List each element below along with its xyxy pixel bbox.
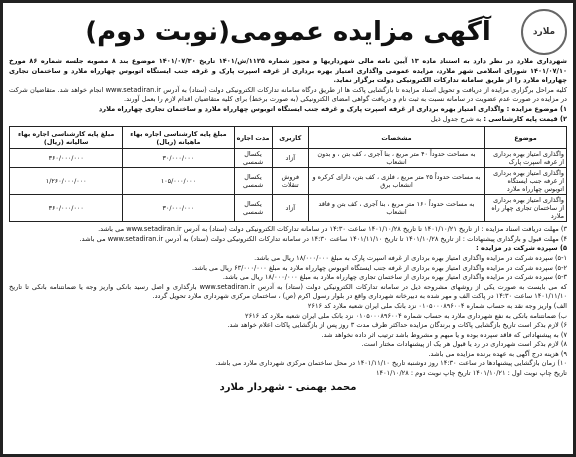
- col-duration: مدت اجاره: [234, 127, 272, 149]
- cell-monthly: ۳۰/۰۰۰/۰۰۰: [123, 195, 234, 222]
- note-line: ۵-۳) سپرده شرکت در مزایده واگذاری امتیاز بهره برداری از ساختمان تجاری چهارراه ملارد به مبلغ ۱۸/۰۰۰/۰۰۰ ریال می باشد.: [222, 273, 567, 282]
- cell-subject: واگذاری امتیاز بهره برداری از غرفه جنب ایستگاه اتوبوس چهارراه ملارد: [485, 168, 567, 195]
- cell-yearly: ۱/۲۶۰/۰۰۰/۰۰۰: [10, 168, 123, 195]
- notes-list: [9, 225, 567, 379]
- price-table: [9, 126, 567, 222]
- cell-duration: یکسال شمسی: [234, 149, 272, 168]
- note-line: ۵-۱) سپرده شرکت در مزایده واگذاری امتیاز بهره برداری از غرفه اسپرت پارک به مبلغ ۱۸/۰۰۰/۰۰۰ ریال می باشد.: [254, 253, 567, 262]
- item-base-price: [9, 115, 567, 125]
- col-subject: موضوع: [485, 127, 567, 149]
- note-line: ۵-۲) سپرده شرکت در مزایده واگذاری امتیاز بهره برداری از غرفه جنب ایستگاه اتوبوس چهارراه ملارد به مبلغ ۶۳/۰۰۰/۰۰۰ ریال می باشد.: [192, 263, 567, 272]
- note-line: ۶) لازم بذکر است تاریخ بازگشایی پاکات و برندگان مزایده حداکثر ظرف مدت ۳ روز پس از بازگشایی پاکات اعلام خواهد شد.: [227, 321, 567, 330]
- note-line: الف) واریز وجه نقد به حساب شماره ۰۱۰۵۰۰۰۸۹۶۰۰۴ نزد بانک ملی ایران شعبه ملارد کد ۲۶۱۶: [307, 301, 567, 310]
- cell-subject: واگذاری امتیاز بهره برداری از غرفه اسپرت پارک: [485, 149, 567, 168]
- cell-specs: به مساحت حدوداً ۴۰ متر مربع ، بنا آجری ، کف بتن ، و بدون انشعاب: [309, 149, 485, 168]
- cell-usage: آزاد: [272, 195, 308, 222]
- note-line: که می بایست به صورت یکی از روشهای مشروحه ذیل در سامانه تدارکات الکترونیکی دولت (ستاد) به آدرس www.setadiran.ir بارگذاری و اصل رسید بانکی واریز وجه یا ضمانتنامه بانکی تا تاریخ ۱۴۰۱/۱۱/۱۰ ساعت ۱۴:۳۰ در پاکت الف و مهر شده به دبیرخانه شهرداری واقع در بلوار رسول اکرم (ص) ، ساختمان مرکزی شهرداری ملارد تحویل گردد.: [9, 282, 568, 301]
- header: [9, 7, 567, 57]
- note-line: ۵) سپرده شرکت در مزایده :: [476, 244, 567, 253]
- cell-duration: یکسال شمسی: [234, 195, 272, 222]
- col-usage: کاربری: [272, 127, 308, 149]
- cell-monthly: ۱۰۵/۰۰۰/۰۰۰: [123, 168, 234, 195]
- cell-usage: فروش تنقلات: [272, 168, 308, 195]
- cell-subject: واگذاری امتیاز بهره برداری از ساختمان تجاری چهار راه ملارد: [485, 195, 567, 222]
- table-row: [10, 149, 567, 168]
- note-line: ۴) مهلت قبول و بارگذاری پیشنهادات : از تاریخ ۱۴۰۱/۱۰/۲۸ تا تاریخ ۱۴۰۱/۱۱/۱۰ ساعت ۱۴:۳۰ در سامانه تدارکات الکترونیکی دولت (ستاد) به آدرس www.setadiran.ir می باشد.: [79, 234, 567, 243]
- municipality-logo: [521, 9, 567, 55]
- table-row: [10, 195, 567, 222]
- col-specs: مشخصات: [309, 127, 485, 149]
- item-base-price-text: به شرح جدول ذیل: [430, 114, 482, 123]
- cell-usage: آزاد: [272, 149, 308, 168]
- note-line: ۳) مهلت دریافت اسناد مزایده : از تاریخ ۱۴۰۱/۱۰/۲۱ تا تاریخ ۱۴۰۱/۱۰/۲۸ ساعت ۱۴:۳۰ در سامانه تدارکات الکترونیکی دولت (ستاد) به آدرس www.setadiran.ir می باشد.: [98, 225, 567, 234]
- cell-duration: یکسال شمسی: [234, 168, 272, 195]
- note-line: ۷) به پیشنهاداتی که فاقد سپرده بوده و یا مبهم و مشروط باشد ترتیب اثر داده نخواهد شد.: [321, 330, 567, 339]
- note-line: ب) ضمانتنامه بانکی به نفع شهرداری ملارد به حساب شماره ۰۱۰۵۰۰۰۸۹۶۰۰۴ نزد بانک ملی ایران شعبه ملارد کد ۲۶۱۶: [245, 311, 567, 320]
- col-monthly: مبلغ پایه کارشناسی اجاره بهاء ماهیانه (ریال): [123, 127, 234, 149]
- cell-yearly: ۳۶۰/۰۰۰/۰۰۰: [10, 195, 123, 222]
- logo-text: ملارد: [532, 27, 556, 37]
- item-subject: ۱) موضوع مزایده : واگذاری امتیاز بهره برداری از غرفه اسپرت پارک و غرفه جنب ایستگاه اتوبوس چهارراه ملارد و ساختمان تجاری چهارراه ملارد: [98, 104, 567, 113]
- cell-monthly: ۳۰/۰۰۰/۰۰۰: [123, 149, 234, 168]
- note-line: ۱۰) زمان بازگشایی پیشنهادها در ساعت ۱۴:۳۰ روز دوشنبه تاریخ ۱۴۰۱/۱۱/۱۰ در محل ساختمان مرکزی شهرداری ملارد می باشد.: [215, 359, 567, 368]
- item-base-price-label: ۲) قیمت پایه کارشناسی :: [483, 114, 567, 123]
- note-line: ۸) لازم بذکر است شهرداری در رد یا قبول هر یک از پیشنهادات مختار است.: [361, 340, 567, 349]
- page-title: آگهی مزایده عمومی(نوبت دوم): [85, 17, 491, 47]
- cell-specs: به مساحت حدوداً ۲۵ متر مربع ، فلزی ، کف بتن، دارای کرکره و انشعاب برق: [309, 168, 485, 195]
- note-line: ۹) هزینه درج آگهی به عهده برنده مزایده می باشد.: [428, 349, 567, 358]
- signature-footer: محمد بهمنی - شهردار ملارد: [219, 381, 357, 393]
- procedure-paragraph: کلیه مراحل برگزاری مزایده از دریافت و تحویل اسناد مزایده تا بازگشایی پاکت ها از طریق درگاه سامانه تدارکات الکترونیکی دولت (ستاد) به آدرس www.setadiran.ir انجام خواهد شد. متقاضیان شرکت در مزایده در صورت عدم عضویت در سامانه نسبت به ثبت نام و دریافت گواهی امضای الکترونیکی (به صورت برخط) برای کلیه متقاضیان اقدام لازم را بعمل آورند.: [9, 85, 568, 104]
- note-line: تاریخ چاپ نوبت اول : ۱۴۰۱/۱۰/۲۱ تاریخ چاپ نوبت دوم : ۱۴۰۱/۱۰/۲۸: [375, 369, 567, 378]
- cell-specs: به مساحت حدوداً ۱۶۰ متر مربع ، بنا آجری ، کف بتن و فاقد انشعاب: [309, 195, 485, 222]
- table-row: [10, 168, 567, 195]
- table-header-row: [10, 127, 567, 149]
- cell-yearly: ۳۶۰/۰۰۰/۰۰۰: [10, 149, 123, 168]
- intro-paragraph: شهرداری ملارد در نظر دارد به استناد ماده ۱۳ آیین نامه مالی شهرداریها و مجوز شماره ۱۱۲۵/ش/۱۴۰۱ تاریخ ۱۴۰۱/۰۷/۳۰ موضوع بند ۸ مصوبه جلسه شماره ۸۶ مورخ ۱۴۰۱/۰۷/۱۰ شورای اسلامی شهر ملارد، مزایده عمومی واگذاری امتیاز بهره برداری از غرفه اسپرت پارک و غرفه جنب ایستگاه اتوبوس چهارراه ملارد و ساختمان تجاری چهارراه ملارد را از طریق سامانه تدارکات الکترونیکی دولت برگزار نماید.: [9, 57, 568, 85]
- col-yearly: مبلغ پایه کارشناسی اجاره بهاء سالیانه (ریال): [10, 127, 123, 149]
